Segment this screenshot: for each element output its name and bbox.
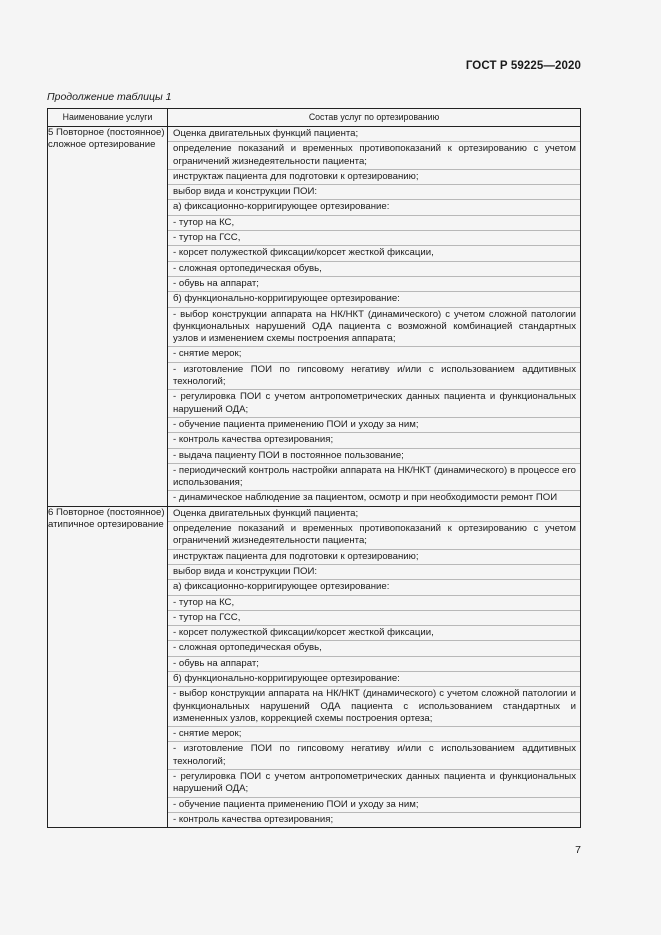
service-item: выбор вида и конструкции ПОИ: [168, 185, 580, 200]
service-name-cell: 6 Повторное (постоянное) атипичное ортезирование [48, 506, 168, 828]
header-service-composition: Состав услуг по ортезированию [168, 109, 581, 127]
service-item: - обучение пациента применению ПОИ и уходу за ним; [168, 418, 580, 433]
service-item: Оценка двигательных функций пациента; [168, 507, 580, 522]
service-item: - изготовление ПОИ по гипсовому негативу и/или с использованием аддитивных технологий; [168, 742, 580, 770]
table-header-row [48, 109, 581, 127]
service-item: б) функционально-корригирующее ортезирование: [168, 672, 580, 687]
service-item: - выдача пациенту ПОИ в постоянное пользование; [168, 449, 580, 464]
services-table [47, 108, 581, 828]
service-item: инструктаж пациента для подготовки к ортезированию; [168, 550, 580, 565]
service-item: - сложная ортопедическая обувь, [168, 641, 580, 656]
service-item: - снятие мерок; [168, 727, 580, 742]
service-item: - корсет полужесткой фиксации/корсет жесткой фиксации, [168, 246, 580, 261]
service-item: - изготовление ПОИ по гипсовому негативу и/или с использованием аддитивных технологий; [168, 363, 580, 391]
header-service-name: Наименование услуги [48, 109, 168, 127]
service-name-cell: 5 Повторное (постоянное) сложное ортезирование [48, 127, 168, 507]
service-item: - тутор на ГСС, [168, 231, 580, 246]
service-item: б) функционально-корригирующее ортезирование: [168, 292, 580, 307]
document-code: ГОСТ Р 59225—2020 [465, 60, 581, 72]
service-item: - тутор на КС, [168, 216, 580, 231]
service-item: определение показаний и временных противопоказаний к ортезированию с учетом ограничений жизнедеятельности пациента; [168, 522, 580, 550]
table-row [48, 127, 581, 507]
page-number: 7 [575, 844, 581, 856]
service-item: а) фиксационно-корригирующее ортезирование: [168, 580, 580, 595]
service-item: выбор вида и конструкции ПОИ: [168, 565, 580, 580]
service-item: - выбор конструкции аппарата на НК/НКТ (динамического) с учетом сложной патологии и функциональных нарушений ОДА пациента с использованием стандартных и измененных узлов, коррекцией схемы построения ортеза; [168, 687, 580, 727]
service-item: - тутор на КС, [168, 596, 580, 611]
service-item: - снятие мерок; [168, 347, 580, 362]
service-item: Оценка двигательных функций пациента; [168, 127, 580, 142]
service-item: - обувь на аппарат; [168, 657, 580, 672]
service-item: - регулировка ПОИ с учетом антропометрических данных пациента и функциональных нарушений ОДА; [168, 390, 580, 418]
service-item: - сложная ортопедическая обувь, [168, 262, 580, 277]
service-items-cell [168, 127, 581, 507]
service-items-cell [168, 506, 581, 828]
service-item: - обувь на аппарат; [168, 277, 580, 292]
service-item: - контроль качества ортезирования; [168, 433, 580, 448]
table-caption: Продолжение таблицы 1 [47, 91, 172, 103]
table-row [48, 506, 581, 828]
service-item: - динамическое наблюдение за пациентом, осмотр и при необходимости ремонт ПОИ [173, 492, 558, 504]
service-item: - регулировка ПОИ с учетом антропометрических данных пациента и функциональных нарушений ОДА; [168, 770, 580, 798]
service-item: - тутор на ГСС, [168, 611, 580, 626]
service-item: - выбор конструкции аппарата на НК/НКТ (динамического) с учетом сложной патологии функциональных нарушений ОДА пациента с возможной комбинацией стандартных узлов и изменением схемы построения аппарата; [168, 308, 580, 348]
service-item: а) фиксационно-корригирующее ортезирование: [168, 200, 580, 215]
service-item: - обучение пациента применению ПОИ и уходу за ним; [168, 798, 580, 813]
service-item: определение показаний и временных противопоказаний к ортезированию с учетом ограничений жизнедеятельности пациента; [168, 142, 580, 170]
service-item: - контроль качества ортезирования; [173, 813, 334, 825]
service-item: инструктаж пациента для подготовки к ортезированию; [168, 170, 580, 185]
service-item: - периодический контроль настройки аппарата на НК/НКТ (динамического) в процессе его использования; [168, 464, 580, 492]
service-item: - корсет полужесткой фиксации/корсет жесткой фиксации, [168, 626, 580, 641]
